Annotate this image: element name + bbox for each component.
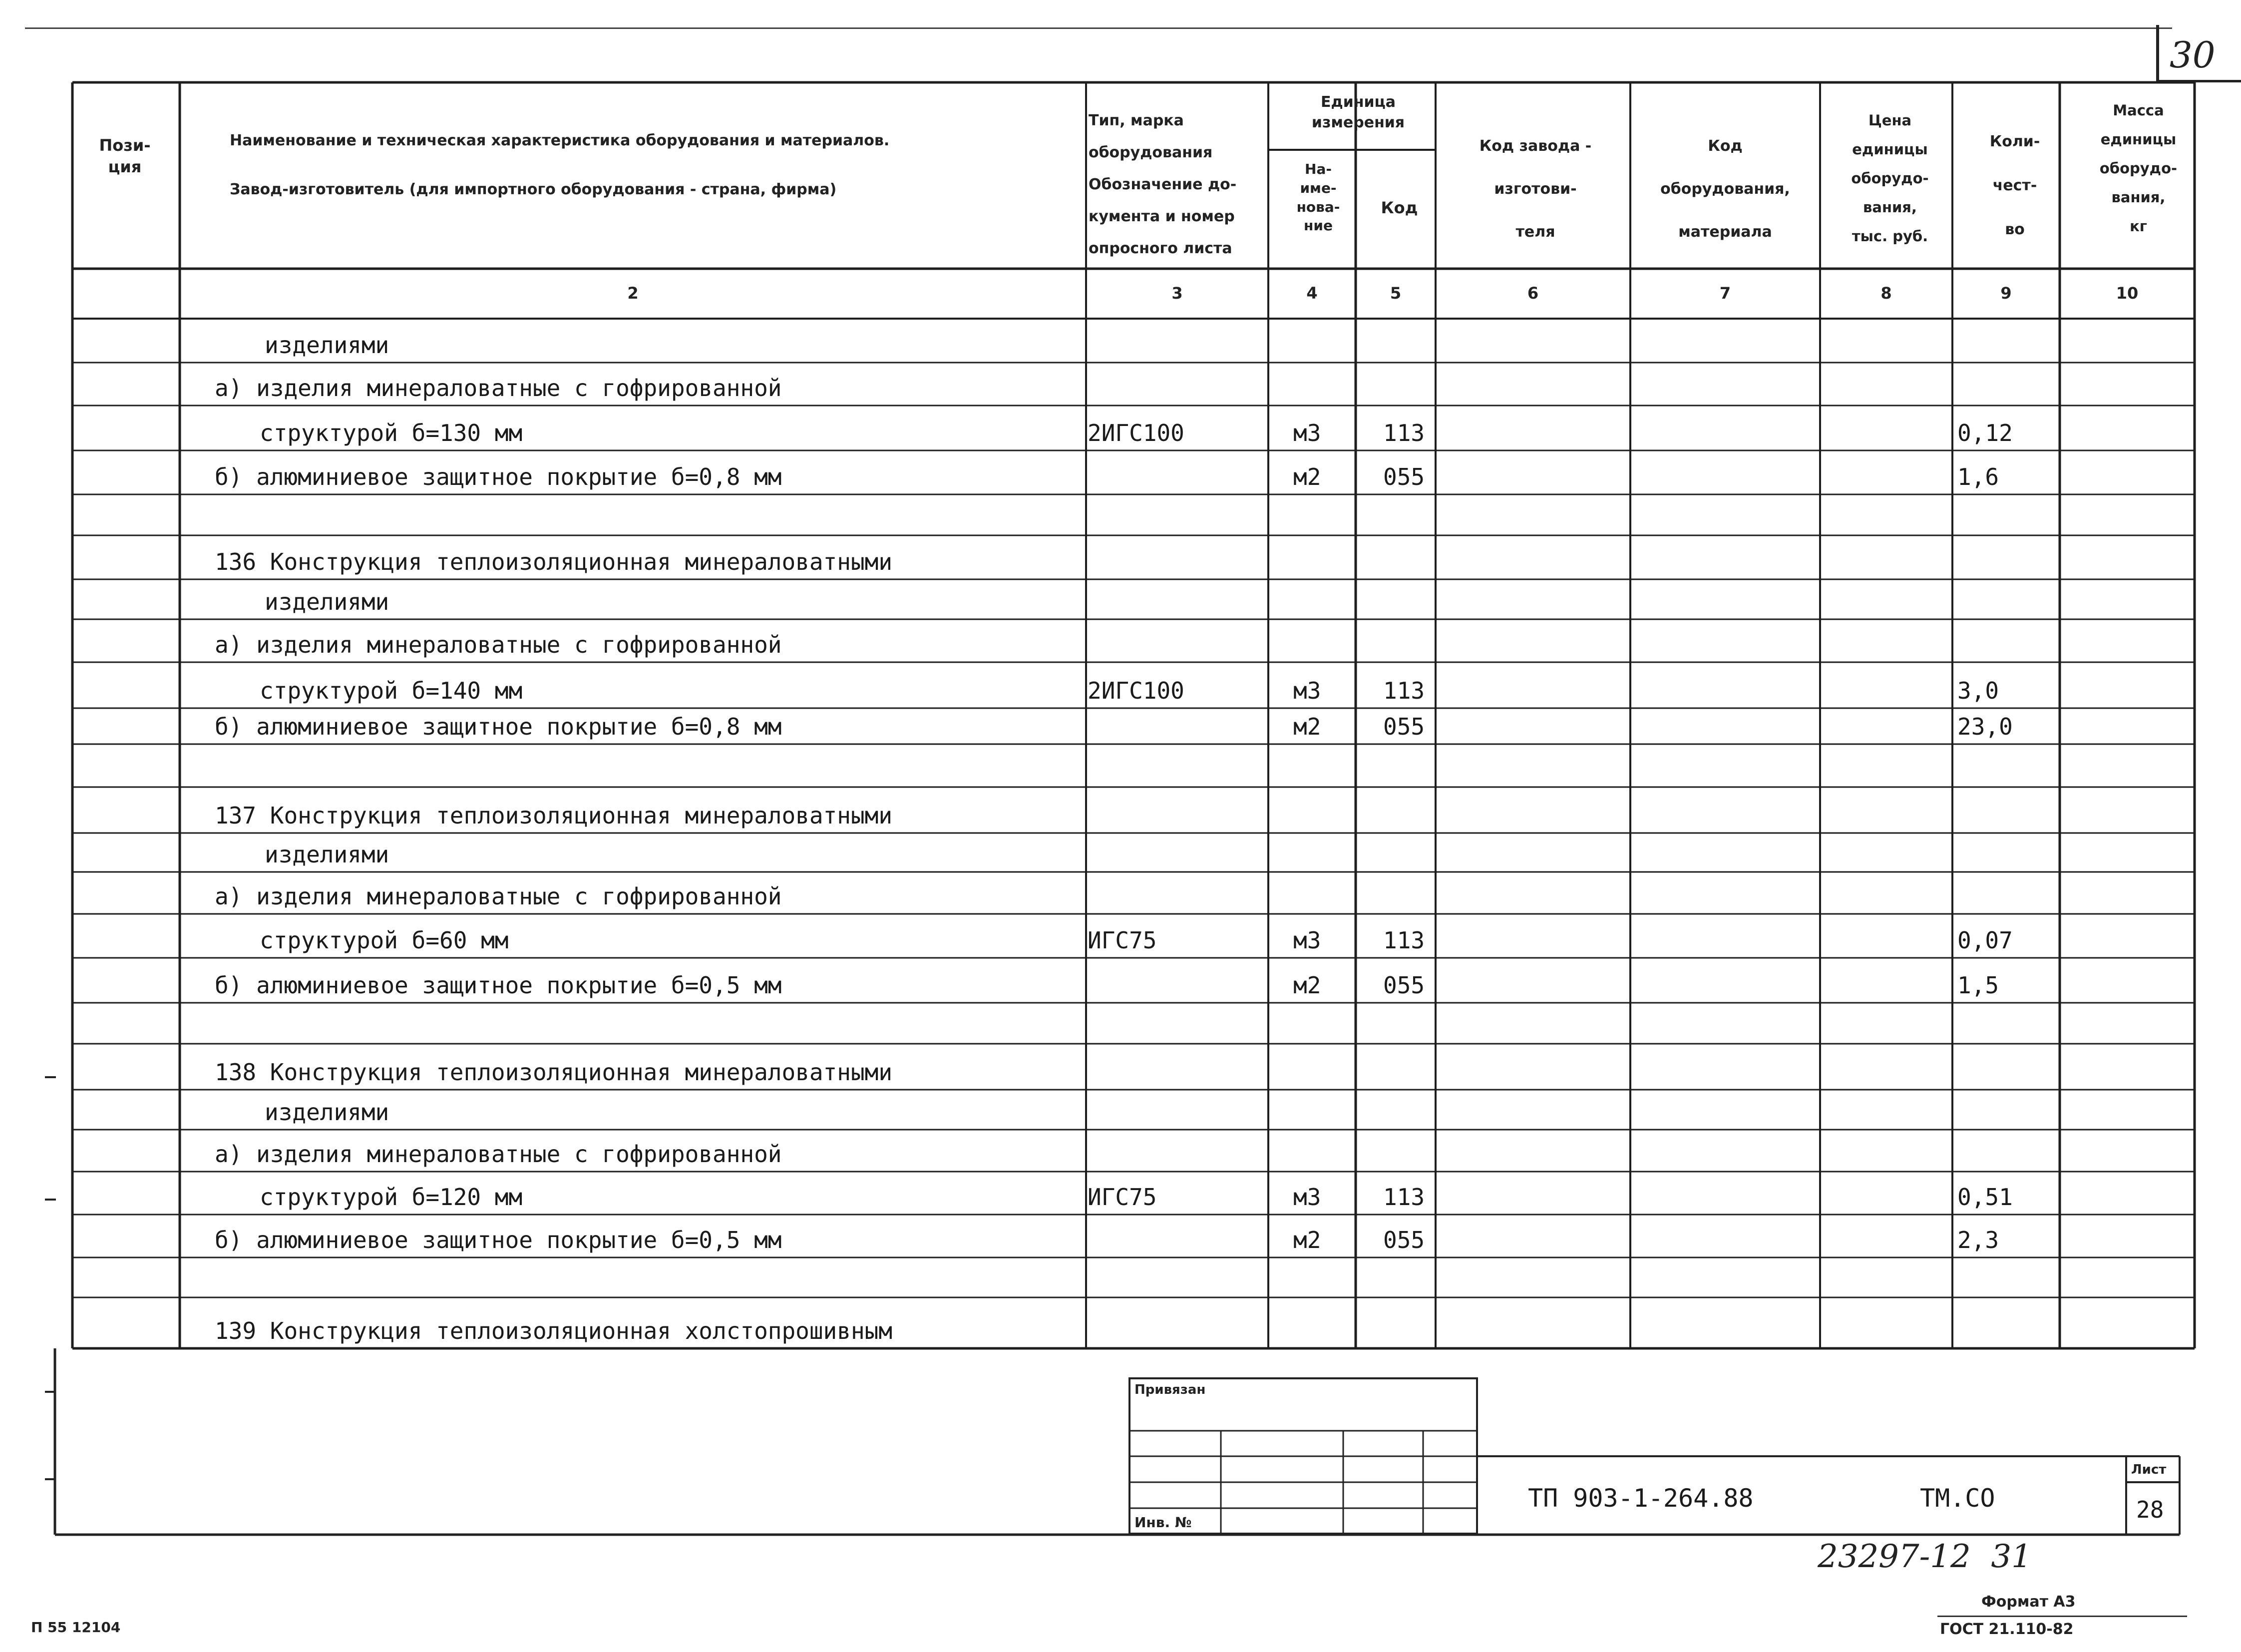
- column-number: 8: [1880, 284, 1892, 303]
- item-name: а) изделия минераловатные с гофрированной: [215, 631, 782, 658]
- item-unit: м2: [1293, 713, 1321, 740]
- header-name-line1: Наименование и техническая характеристика оборудования и материалов.: [230, 132, 890, 149]
- item-type: ИГС75: [1088, 927, 1157, 954]
- item-name: 137 Конструкция теплоизоляционная минераловатными: [215, 802, 893, 829]
- item-name: б) алюминиевое защитное покрытие б=0,5 мм: [215, 1227, 782, 1253]
- header-type: Тип, марка оборудования Обозначение до- кумента и номер опросного листа: [1089, 112, 1237, 257]
- column-number: 2: [627, 284, 639, 303]
- item-name: б) алюминиевое защитное покрытие б=0,8 мм: [215, 713, 782, 740]
- archive-number: 23297-12 31: [1818, 1538, 2032, 1575]
- item-name: изделиями: [265, 588, 389, 615]
- header-name-line2: Завод-изготовитель (для импортного оборудования - страна, фирма): [230, 181, 837, 198]
- item-name: а) изделия минераловатные с гофрированной: [215, 375, 782, 402]
- stamp-doc-code: ТП 903-1-264.88: [1528, 1484, 1754, 1513]
- stamp-bottom-left: П 55 12104: [31, 1619, 121, 1636]
- item-quantity: 23,0: [1957, 713, 2013, 740]
- item-unit: м2: [1293, 463, 1321, 490]
- stamp-inv-no: Инв. №: [1134, 1514, 1192, 1531]
- column-number: 6: [1527, 284, 1539, 303]
- header-quantity: Коли- чест- во: [1989, 133, 2040, 238]
- item-quantity: 0,51: [1957, 1184, 2013, 1211]
- item-name: б) алюминиевое защитное покрытие б=0,8 мм: [215, 463, 782, 490]
- column-number: 10: [2116, 284, 2139, 303]
- stamp-privyazan: Привязан: [1134, 1382, 1206, 1397]
- item-unit-code: 113: [1383, 927, 1425, 954]
- margin-tick: [45, 1391, 56, 1393]
- item-name: структурой б=60 мм: [260, 927, 509, 954]
- footer-rule: [1937, 1616, 2187, 1617]
- item-name: 139 Конструкция теплоизоляционная холстопрошивным: [215, 1317, 893, 1344]
- column-number: 4: [1306, 284, 1318, 303]
- column-number: 5: [1390, 284, 1402, 303]
- gost-label: ГОСТ 21.110-82: [1940, 1621, 2074, 1638]
- item-name: 138 Конструкция теплоизоляционная минераловатными: [215, 1059, 893, 1086]
- item-name: а) изделия минераловатные с гофрированной: [215, 1141, 782, 1168]
- item-quantity: 0,12: [1957, 419, 2013, 446]
- item-unit: м2: [1293, 1227, 1321, 1253]
- item-unit-code: 113: [1383, 419, 1425, 446]
- item-unit-code: 055: [1383, 463, 1425, 490]
- column-number: 9: [2000, 284, 2012, 303]
- item-name: изделиями: [265, 841, 389, 868]
- item-unit: м3: [1293, 1184, 1321, 1211]
- item-quantity: 1,6: [1957, 463, 1999, 490]
- item-name: структурой б=120 мм: [260, 1184, 523, 1211]
- item-type: 2ИГС100: [1088, 677, 1184, 704]
- item-name: 136 Конструкция теплоизоляционная минераловатными: [215, 548, 893, 575]
- margin-tick: [45, 1076, 56, 1078]
- item-unit-code: 113: [1383, 1184, 1425, 1211]
- item-name: структурой б=140 мм: [260, 677, 523, 704]
- item-quantity: 0,07: [1957, 927, 2013, 954]
- item-name: структурой б=130 мм: [260, 419, 523, 446]
- item-unit-code: 113: [1383, 677, 1425, 704]
- column-number: 3: [1171, 284, 1183, 303]
- item-quantity: 2,3: [1957, 1227, 1999, 1253]
- header-unit-code: Код: [1381, 198, 1418, 217]
- item-unit: м3: [1293, 419, 1321, 446]
- item-unit-code: 055: [1383, 1227, 1425, 1253]
- header-position: Пози- ция: [99, 136, 151, 177]
- format-label: Формат А3: [1981, 1593, 2076, 1611]
- item-unit: м3: [1293, 677, 1321, 704]
- item-name: изделиями: [265, 1099, 389, 1126]
- margin-tick: [45, 1478, 56, 1480]
- header-unit-price: Цена единицы оборудо- вания, тыс. руб.: [1851, 112, 1929, 245]
- item-name: изделиями: [265, 332, 389, 359]
- stamp-sheet-number: 28: [2136, 1496, 2164, 1523]
- item-unit: м3: [1293, 927, 1321, 954]
- item-quantity: 3,0: [1957, 677, 1999, 704]
- margin-tick: [45, 1199, 56, 1201]
- item-quantity: 1,5: [1957, 972, 1999, 999]
- column-number: 7: [1719, 284, 1731, 303]
- header-unit-mass: Масса единицы оборудо- вания, кг: [2099, 102, 2178, 235]
- header-unit-name: На- име- нова- ние: [1296, 161, 1340, 234]
- header-factory-code: Код завода - изготови- теля: [1479, 137, 1592, 241]
- item-name: а) изделия минераловатные с гофрированной: [215, 883, 782, 910]
- item-unit: м2: [1293, 972, 1321, 999]
- stamp-sheet-label: Лист: [2131, 1462, 2167, 1477]
- item-type: ИГС75: [1088, 1184, 1157, 1211]
- sheet-corner-number: 30: [2170, 34, 2216, 76]
- stamp-section: ТМ.СО: [1920, 1484, 1995, 1513]
- header-equipment-code: Код оборудования, материала: [1660, 137, 1790, 241]
- item-name: б) алюминиевое защитное покрытие б=0,5 мм: [215, 972, 782, 999]
- item-unit-code: 055: [1383, 972, 1425, 999]
- item-unit-code: 055: [1383, 713, 1425, 740]
- header-unit-group: Единица измерения: [1311, 93, 1405, 131]
- item-type: 2ИГС100: [1088, 419, 1184, 446]
